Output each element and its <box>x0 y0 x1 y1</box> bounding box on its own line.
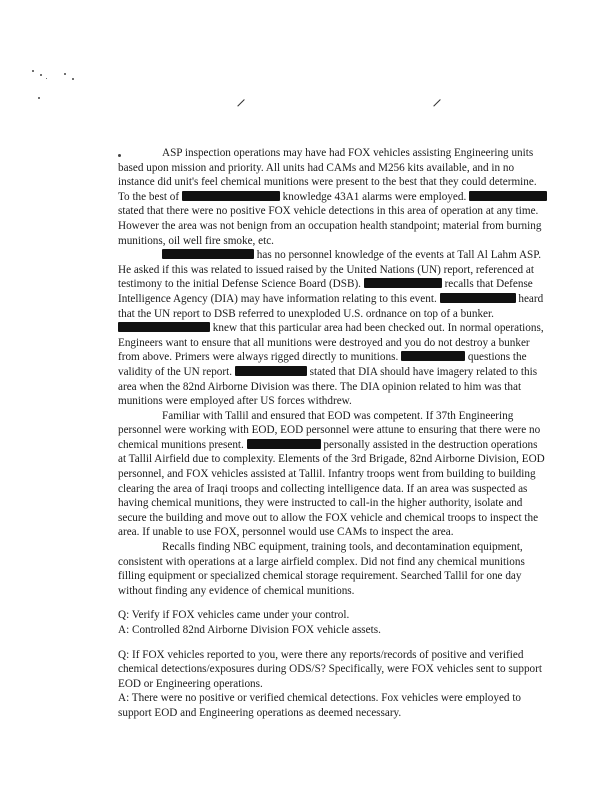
answer-2: A: There were no positive or verified chemical detections. Fox vehicles were employed to support EOD and Engineering operations as deemed necessary. <box>118 692 522 719</box>
redaction-block <box>182 191 280 201</box>
paragraph-tallil-eod: Familiar with Tallil and ensured that EOD was competent. If 37th Engineering personnel were working with EOD, EOD personnel were attune to ensuring that there were no chemical munitions present. personally assisted in the destruction operations at Tallil Airfield due to complexity. Elements of the 3rd Brigade, 82nd Airborne Division, EOD personnel, and FOX vehicles assisted at Tallil. Infantry troops went from building to building clearing the area of Iraqi troops and collecting intelligence data. If an area was suspected as having chemical munitions, they were instructed to call-in the higher authority, isolate and secure the building and move out to allow the FOX vehicle and chemical troops to inspect the area. If unable to use FOX, personnel would use CAMs to inspect the area. <box>118 409 545 539</box>
redaction-block <box>162 249 254 259</box>
paragraph-asp-inspection: ASP inspection operations may have had FOX vehicles assisting Engineering units based upon mission and priority. All units had CAMs and M256 kits available, and in no instance did unit's feel chemical munitions were present to the best that they could determine. To the best of knowledge 43A1 alarms were employed. stated that there were no positive FOX vehicle detections in this area of operation at any time. However the area was not benign from an occupation health standpoint; material from burning munitions, oil well fire smoke, etc. <box>118 146 548 248</box>
question-2: Q: If FOX vehicles reported to you, were there any reports/records of positive and verified chemical detections/exposures during ODS/S? Specifically, were FOX vehicles sent to support EOD or Engineering operations. <box>118 648 542 690</box>
spacer <box>118 598 548 608</box>
scan-speck <box>46 78 47 79</box>
binder-mark-right: ⸝ <box>432 86 442 110</box>
paragraph-nbc-equipment: Recalls finding NBC equipment, training tools, and decontamination equipment, consistent with operations at a large airfield complex. Did not find any chemical munitions filling equipment or specialized chemical storage requirement. Searched Tallil for one day without finding any evidence of chemical munitions. <box>118 541 525 597</box>
paragraph-tall-al-lahm: has no personnel knowledge of the events at Tall Al Lahm ASP. He asked if this was related to issued raised by the United Nations (UN) report, referenced at testimony to the initial Defense Science Board (DSB). recalls that Defense Intelligence Agency (DIA) may have information relating to this event. heard that the UN report to DSB referred to unexploded U.S. ordnance on top of a bunker. knew that this particular area had been checked out. In normal operations, Engineers want to ensure that all munitions were destroyed and you do not destroy a bunker from above. Primers were always rigged directly to munitions. questions the validity of the UN report. stated that DIA should have imagery related to this area when the 82nd Airborne Division was there. The DIA opinion related to him was that munitions were employed after US forces withdrew. <box>118 249 544 408</box>
scan-speck <box>40 74 42 76</box>
redaction-block <box>364 278 442 288</box>
scan-speck <box>72 78 74 80</box>
scan-speck <box>64 73 66 75</box>
scan-speck <box>32 70 34 72</box>
redaction-block <box>440 293 516 303</box>
binder-mark-left: ⸝ <box>236 86 246 110</box>
redaction-block <box>118 322 210 332</box>
scan-speck <box>38 97 40 99</box>
spacer <box>118 638 548 648</box>
redaction-block <box>247 439 321 449</box>
answer-1: A: Controlled 82nd Airborne Division FOX vehicle assets. <box>118 624 381 636</box>
question-1: Q: Verify if FOX vehicles came under your control. <box>118 609 350 622</box>
document-body <box>118 146 548 721</box>
redaction-block <box>469 191 547 201</box>
redaction-block <box>401 351 465 361</box>
redaction-block <box>235 366 307 376</box>
